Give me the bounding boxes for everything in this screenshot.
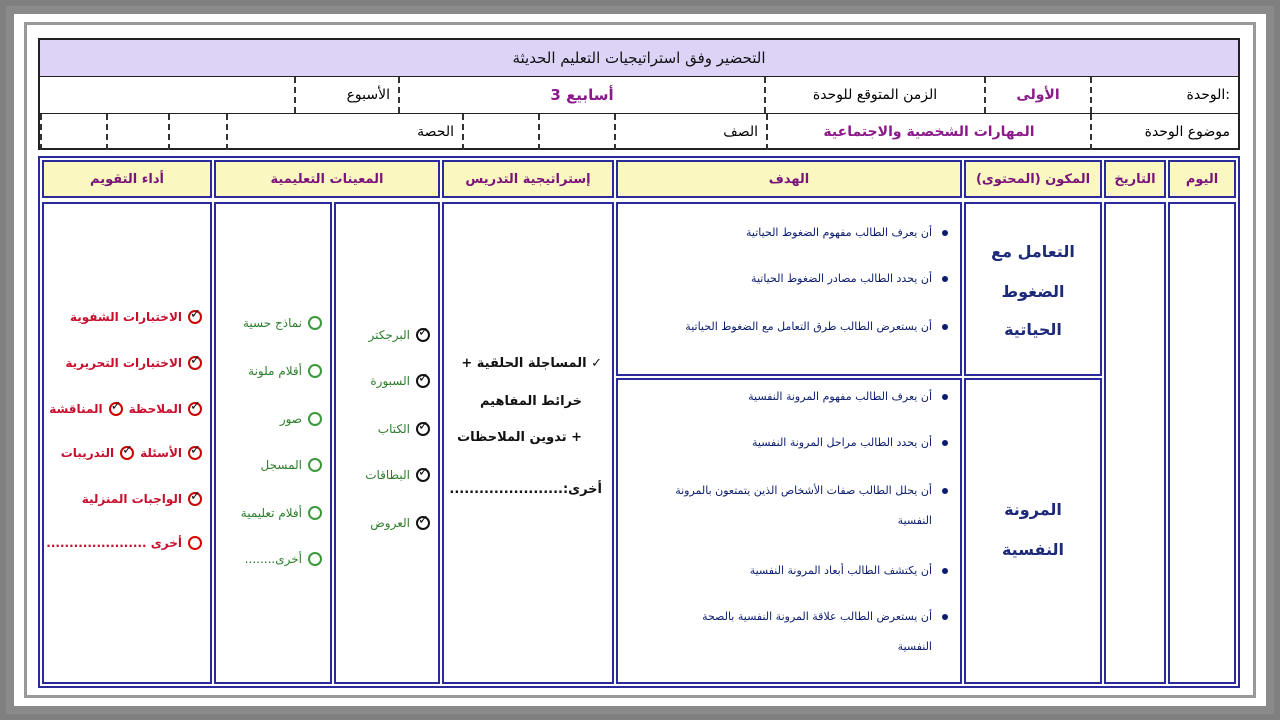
radio-icon[interactable]: [308, 316, 322, 330]
col-head-objective: الهدف: [616, 160, 962, 198]
objective-1-3: [685, 316, 948, 338]
objective-text: أن يعرف الطالب مفهوم المرونة النفسية: [748, 390, 932, 403]
radio-icon[interactable]: [308, 552, 322, 566]
aid-label: البطاقات: [365, 468, 410, 482]
aids-options-cell: [214, 202, 332, 684]
objective-text: أن يحدد الطالب مصادر الضغوط الحياتية: [751, 272, 932, 285]
radio-icon[interactable]: [308, 412, 322, 426]
col-head-strategy: إستراتيجية التدريس: [442, 160, 614, 198]
radio-icon[interactable]: [308, 506, 322, 520]
strategy-line-3: + تدوين الملاحظات: [457, 430, 582, 445]
objective-cell-1: [616, 202, 962, 376]
week-value[interactable]: [40, 77, 296, 113]
aid-option-other[interactable]: [245, 552, 322, 566]
checkmark-icon[interactable]: [109, 402, 123, 416]
assess-questions-exercises[interactable]: [61, 446, 202, 460]
radio-icon[interactable]: [308, 458, 322, 472]
period-cell-4[interactable]: [40, 114, 106, 150]
component-cell-1: [964, 202, 1102, 376]
aid-label: أقلام ملونة: [248, 364, 302, 378]
bullet-icon: [942, 614, 948, 620]
objective-text: أن يعرف الطالب مفهوم الضغوط الحياتية: [746, 226, 932, 239]
topic-label: موضوع الوحدة: [1144, 124, 1230, 140]
assessment-cell: [42, 202, 212, 684]
checkmark-icon[interactable]: [416, 328, 430, 342]
aid-label: صور: [279, 412, 302, 426]
assess-label: الاختبارات التحريرية: [65, 356, 182, 370]
objective-2-3-cont: النفسية: [897, 514, 932, 527]
objective-2-3: [675, 480, 948, 502]
assess-written[interactable]: [65, 356, 202, 370]
aid-option-pictures[interactable]: [280, 412, 322, 426]
aid-label: أفلام تعليمية: [240, 506, 302, 520]
checkmark-icon[interactable]: [188, 446, 202, 460]
objective-2-5-cont: النفسية: [897, 640, 932, 653]
aid-option-films[interactable]: [241, 506, 322, 520]
aid-label: المسجل: [260, 458, 302, 472]
col-head-day: اليوم: [1168, 160, 1236, 198]
checkmark-icon[interactable]: [188, 310, 202, 324]
period-cell-2[interactable]: [168, 114, 226, 150]
assess-label: الواجبات المنزلية: [81, 492, 182, 506]
assess-label: المناقشة: [49, 402, 103, 416]
col-head-component: المكون (المحتوى): [964, 160, 1102, 198]
checkmark-icon[interactable]: [188, 492, 202, 506]
bullet-icon: [942, 324, 948, 330]
objective-cell-2: [616, 378, 962, 684]
aids-checked-cell: [334, 202, 440, 684]
assess-label: الأسئلة: [140, 446, 182, 460]
checkmark-icon[interactable]: [416, 516, 430, 530]
bullet-icon: [942, 230, 948, 236]
objective-text: أن يحدد الطالب مراحل المرونة النفسية: [752, 436, 932, 449]
assess-label: أخرى ......................: [46, 536, 182, 550]
assess-homework[interactable]: [82, 492, 202, 506]
assess-label: التدريبات: [60, 446, 115, 460]
assess-observation-discussion[interactable]: [49, 402, 202, 416]
component-1-line-1: التعامل مع: [991, 242, 1075, 261]
strategy-other[interactable]: أخرى:.......................: [449, 482, 602, 497]
week-label: الأسبوع: [346, 87, 390, 103]
component-cell-2: [964, 378, 1102, 684]
strategy-line-2: خرائط المفاهيم: [479, 394, 582, 409]
aid-presentations[interactable]: [370, 516, 430, 530]
class-cell-3[interactable]: [462, 114, 538, 150]
period-label: الحصة: [417, 124, 454, 140]
objective-text: أن يستعرض الطالب علاقة المرونة النفسية بالصحة: [702, 610, 932, 623]
aid-label: أخرى........: [244, 552, 302, 566]
checkmark-icon[interactable]: [188, 356, 202, 370]
period-cell-1[interactable]: [226, 114, 290, 150]
aid-label: العروض: [370, 516, 410, 530]
class-cell-1[interactable]: [614, 114, 690, 150]
assess-oral[interactable]: [70, 310, 202, 324]
aid-label: السبورة: [370, 374, 410, 388]
component-1-line-2: الضغوط: [1001, 282, 1065, 301]
objective-2-4: [750, 560, 948, 582]
aid-option-models[interactable]: [243, 316, 322, 330]
objective-1-2: [751, 268, 948, 290]
objective-1-1: [746, 222, 948, 244]
header-row-unit: [40, 77, 1238, 114]
component-1-line-3: الحياتية: [1004, 320, 1062, 339]
objective-2-2: [752, 432, 948, 454]
objective-2-1: [748, 386, 948, 408]
bullet-icon: [942, 276, 948, 282]
aid-label: الكتاب: [377, 422, 410, 436]
col-head-date: التاريخ: [1104, 160, 1166, 198]
aid-label: نماذج حسية: [242, 316, 302, 330]
objective-text: أن يحلل الطالب صفات الأشخاص الذين يتمتعون بالمرونة: [675, 484, 932, 497]
header-table: [38, 38, 1240, 150]
assess-label: الملاحظة: [128, 402, 182, 416]
page-title: التحضير وفق استراتيجيات التعليم الحديثة: [40, 40, 1238, 77]
class-cell-2[interactable]: [538, 114, 614, 150]
objective-text: أن يستعرض الطالب طرق التعامل مع الضغوط الحياتية: [685, 320, 932, 333]
aid-cards[interactable]: [365, 468, 430, 482]
duration-value: 3 أسابيع: [398, 77, 766, 113]
date-cell[interactable]: [1104, 202, 1166, 684]
bullet-icon: [942, 394, 948, 400]
checkmark-icon[interactable]: [416, 374, 430, 388]
duration-label: الزمن المتوقع للوحدة: [812, 87, 938, 103]
checkmark-icon[interactable]: [416, 422, 430, 436]
objective-2-5: [702, 606, 948, 628]
class-label: الصف: [723, 124, 758, 140]
unit-value: الأولى: [984, 77, 1092, 113]
strategy-cell: [442, 202, 614, 684]
aid-option-recorder[interactable]: [261, 458, 322, 472]
aid-option-pens[interactable]: [248, 364, 322, 378]
component-2-line-1: المرونة: [1004, 500, 1062, 519]
radio-icon[interactable]: [308, 364, 322, 378]
aid-projector[interactable]: [368, 328, 430, 342]
bullet-icon: [942, 568, 948, 574]
col-head-assessment: أداء التقويم: [42, 160, 212, 198]
radio-icon[interactable]: [188, 536, 202, 550]
bullet-icon: [942, 488, 948, 494]
period-cell-3[interactable]: [106, 114, 168, 150]
component-2-line-2: النفسية: [1001, 540, 1065, 559]
assess-label: الاختبارات الشفوية: [69, 310, 182, 324]
unit-label: الوحدة:: [1186, 87, 1230, 103]
objective-text: أن يكتشف الطالب أبعاد المرونة النفسية: [749, 564, 932, 577]
checkmark-icon[interactable]: [188, 402, 202, 416]
day-cell[interactable]: [1168, 202, 1236, 684]
lesson-plan-table: [38, 156, 1240, 688]
aid-board[interactable]: [370, 374, 430, 388]
col-head-aids: المعينات التعليمية: [214, 160, 440, 198]
aid-book[interactable]: [378, 422, 430, 436]
bullet-icon: [942, 440, 948, 446]
aid-label: البرجكتر: [368, 328, 410, 342]
topic-value: المهارات الشخصية والاجتماعية: [766, 114, 1092, 150]
checkmark-icon[interactable]: [416, 468, 430, 482]
checkmark-icon[interactable]: [120, 446, 134, 460]
strategy-line-1: ✓ المساجلة الحلقية +: [461, 356, 602, 371]
header-row-topic: [40, 114, 1238, 150]
assess-other[interactable]: [46, 536, 202, 550]
